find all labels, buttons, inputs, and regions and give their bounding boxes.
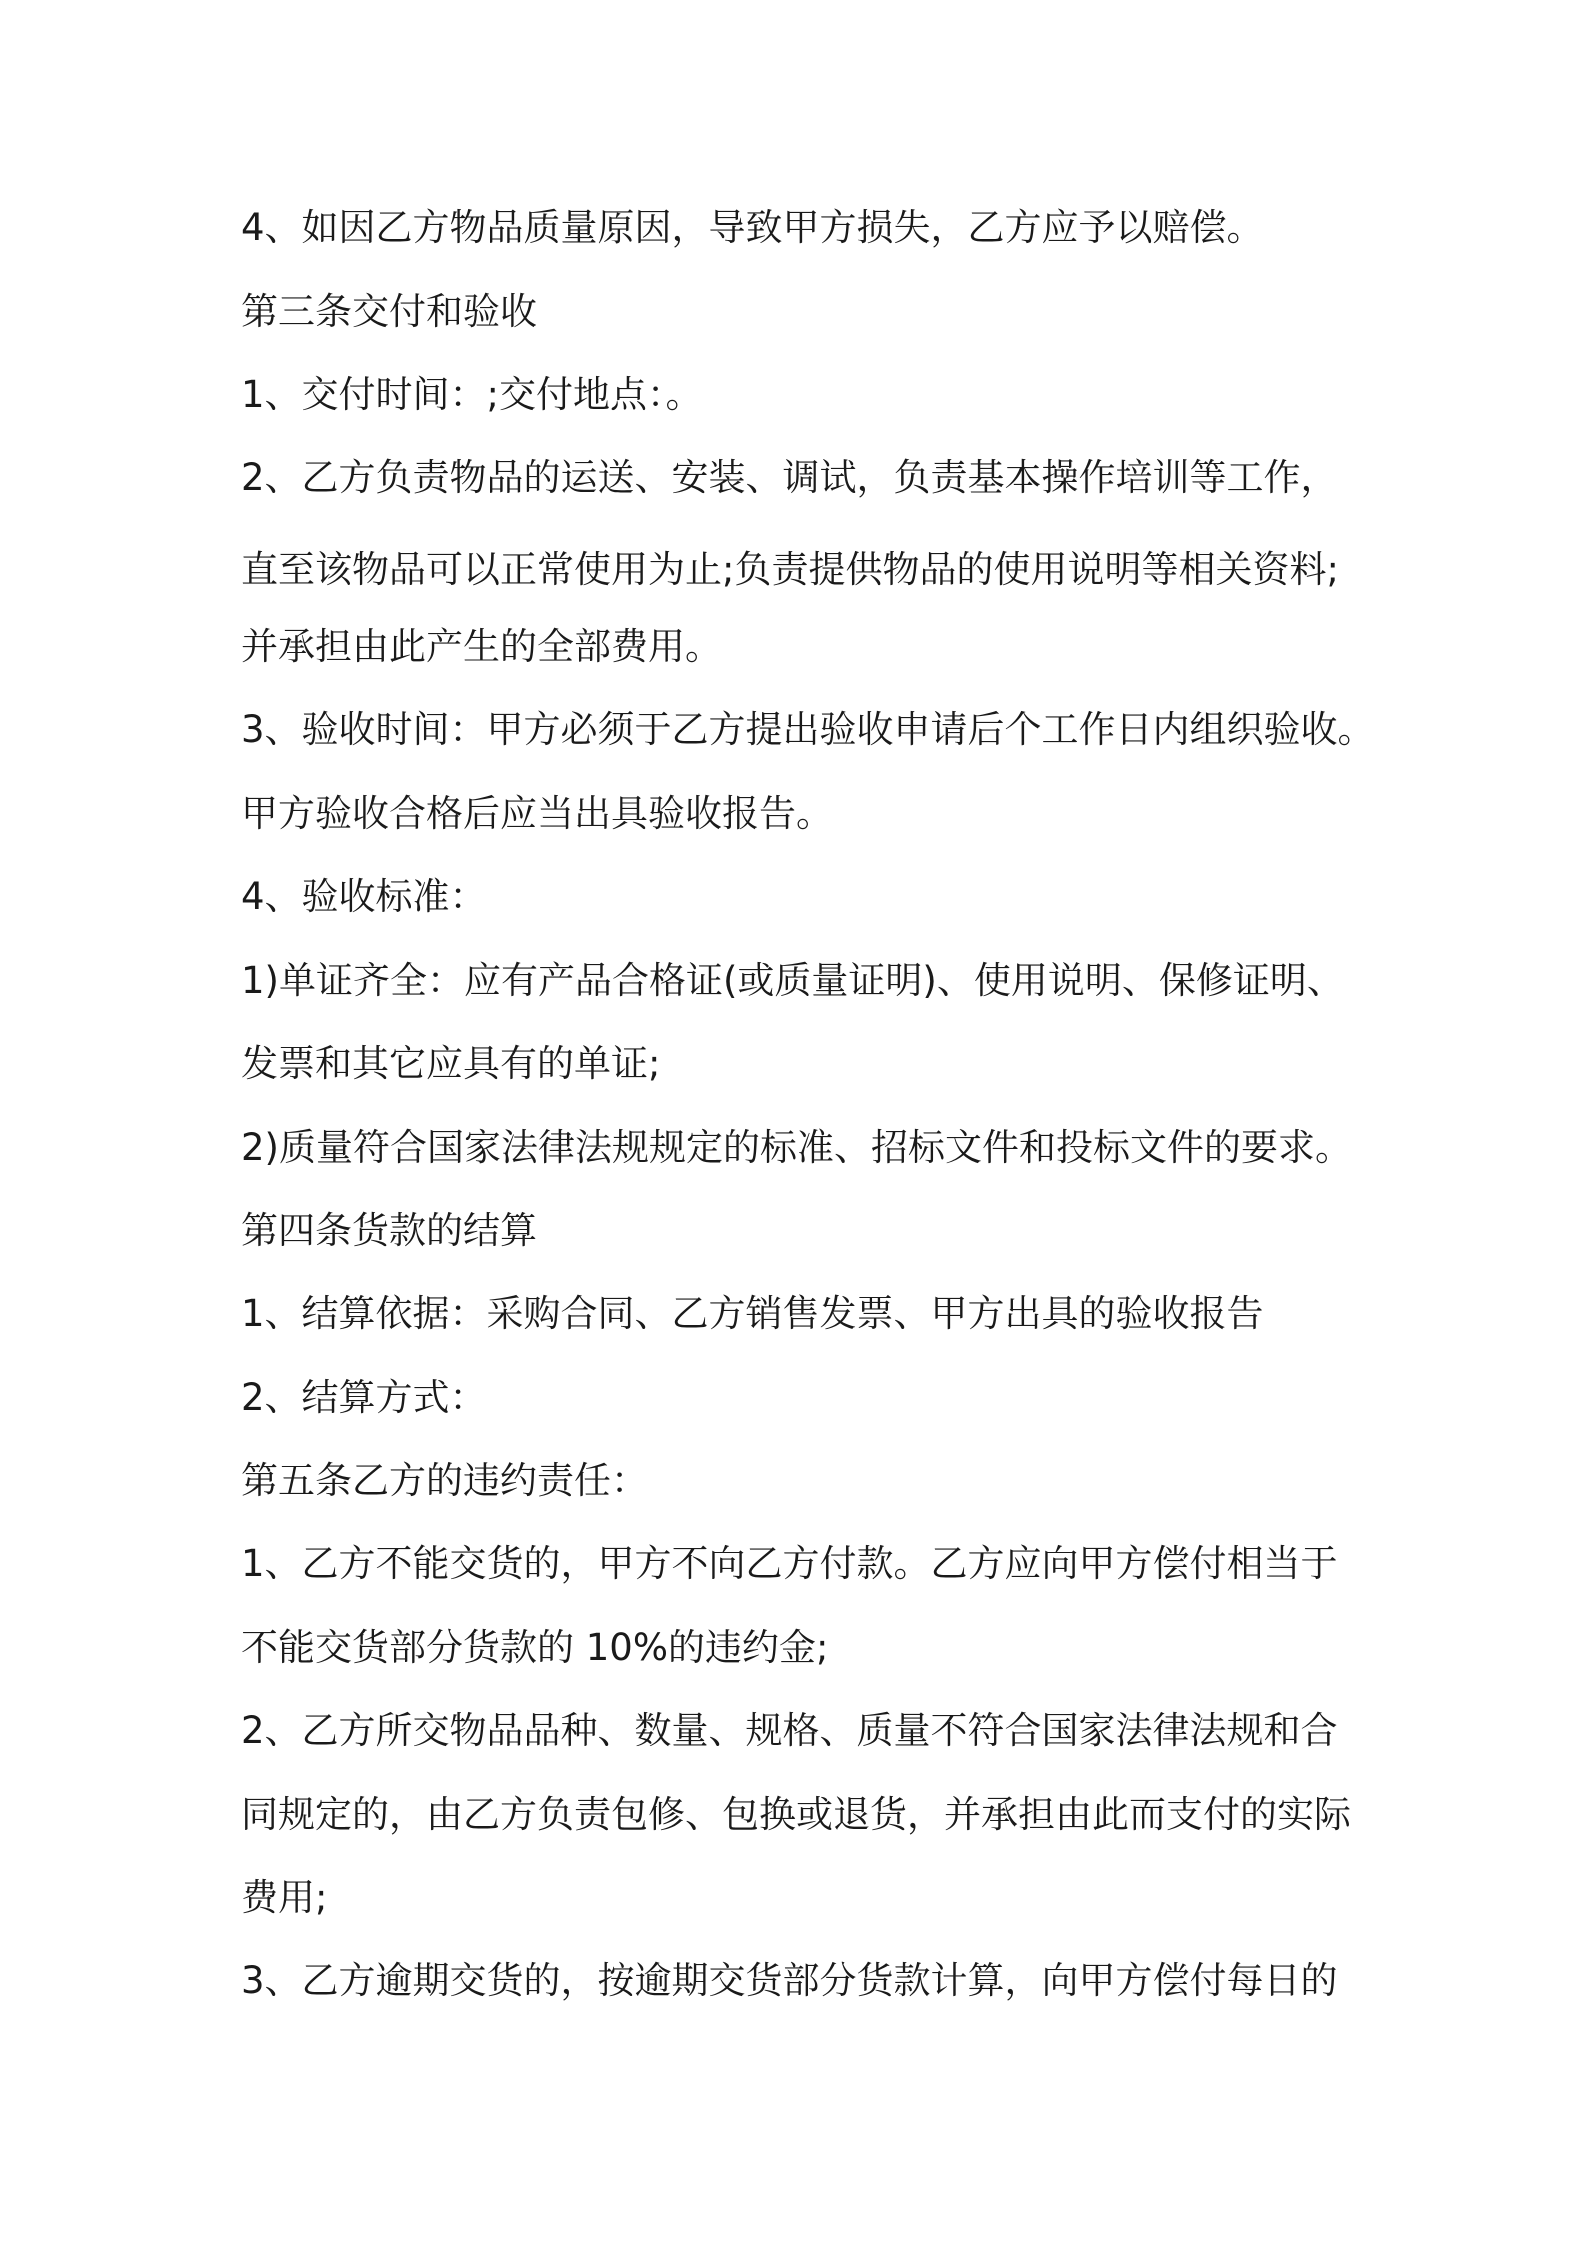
- text-line: 2)质量符合国家法律法规规定的标准、招标文件和投标文件的要求。: [241, 1126, 1352, 1169]
- text-line: 不能交货部分货款的 10%的违约金;: [241, 1626, 829, 1669]
- section-heading: 第三条交付和验收: [241, 290, 537, 333]
- text-line: 甲方验收合格后应当出具验收报告。: [241, 792, 833, 835]
- text-line: 1、结算依据：采购合同、乙方销售发票、甲方出具的验收报告: [241, 1292, 1264, 1335]
- text-line: 2、结算方式：: [241, 1376, 487, 1419]
- text-line: 2、乙方负责物品的运送、安装、调试，负责基本操作培训等工作，: [241, 456, 1338, 499]
- text-line: 直至该物品可以正常使用为止;负责提供物品的使用说明等相关资料;: [241, 548, 1339, 591]
- text-line: 1、乙方不能交货的，甲方不向乙方付款。乙方应向甲方偿付相当于: [241, 1542, 1338, 1585]
- text-line: 4、如因乙方物品质量原因，导致甲方损失，乙方应予以赔偿。: [241, 206, 1264, 249]
- text-line: 同规定的，由乙方负责包修、包换或退货，并承担由此而支付的实际: [241, 1793, 1351, 1836]
- section-heading: 第五条乙方的违约责任：: [241, 1459, 648, 1502]
- text-line: 2、乙方所交物品品种、数量、规格、质量不符合国家法律法规和合: [241, 1709, 1338, 1752]
- text-line: 3、乙方逾期交货的，按逾期交货部分货款计算，向甲方偿付每日的: [241, 1959, 1338, 2002]
- text-line: 发票和其它应具有的单证;: [241, 1042, 661, 1085]
- text-line: 1、交付时间：;交付地点：。: [241, 373, 703, 416]
- text-line: 1)单证齐全：应有产品合格证(或质量证明)、使用说明、保修证明、: [241, 959, 1344, 1002]
- text-line: 4、验收标准：: [241, 875, 487, 918]
- text-line: 费用;: [241, 1876, 328, 1919]
- text-line: 并承担由此产生的全部费用。: [241, 625, 722, 668]
- text-line: 3、验收时间：甲方必须于乙方提出验收申请后个工作日内组织验收。: [241, 708, 1375, 751]
- section-heading: 第四条货款的结算: [241, 1209, 537, 1252]
